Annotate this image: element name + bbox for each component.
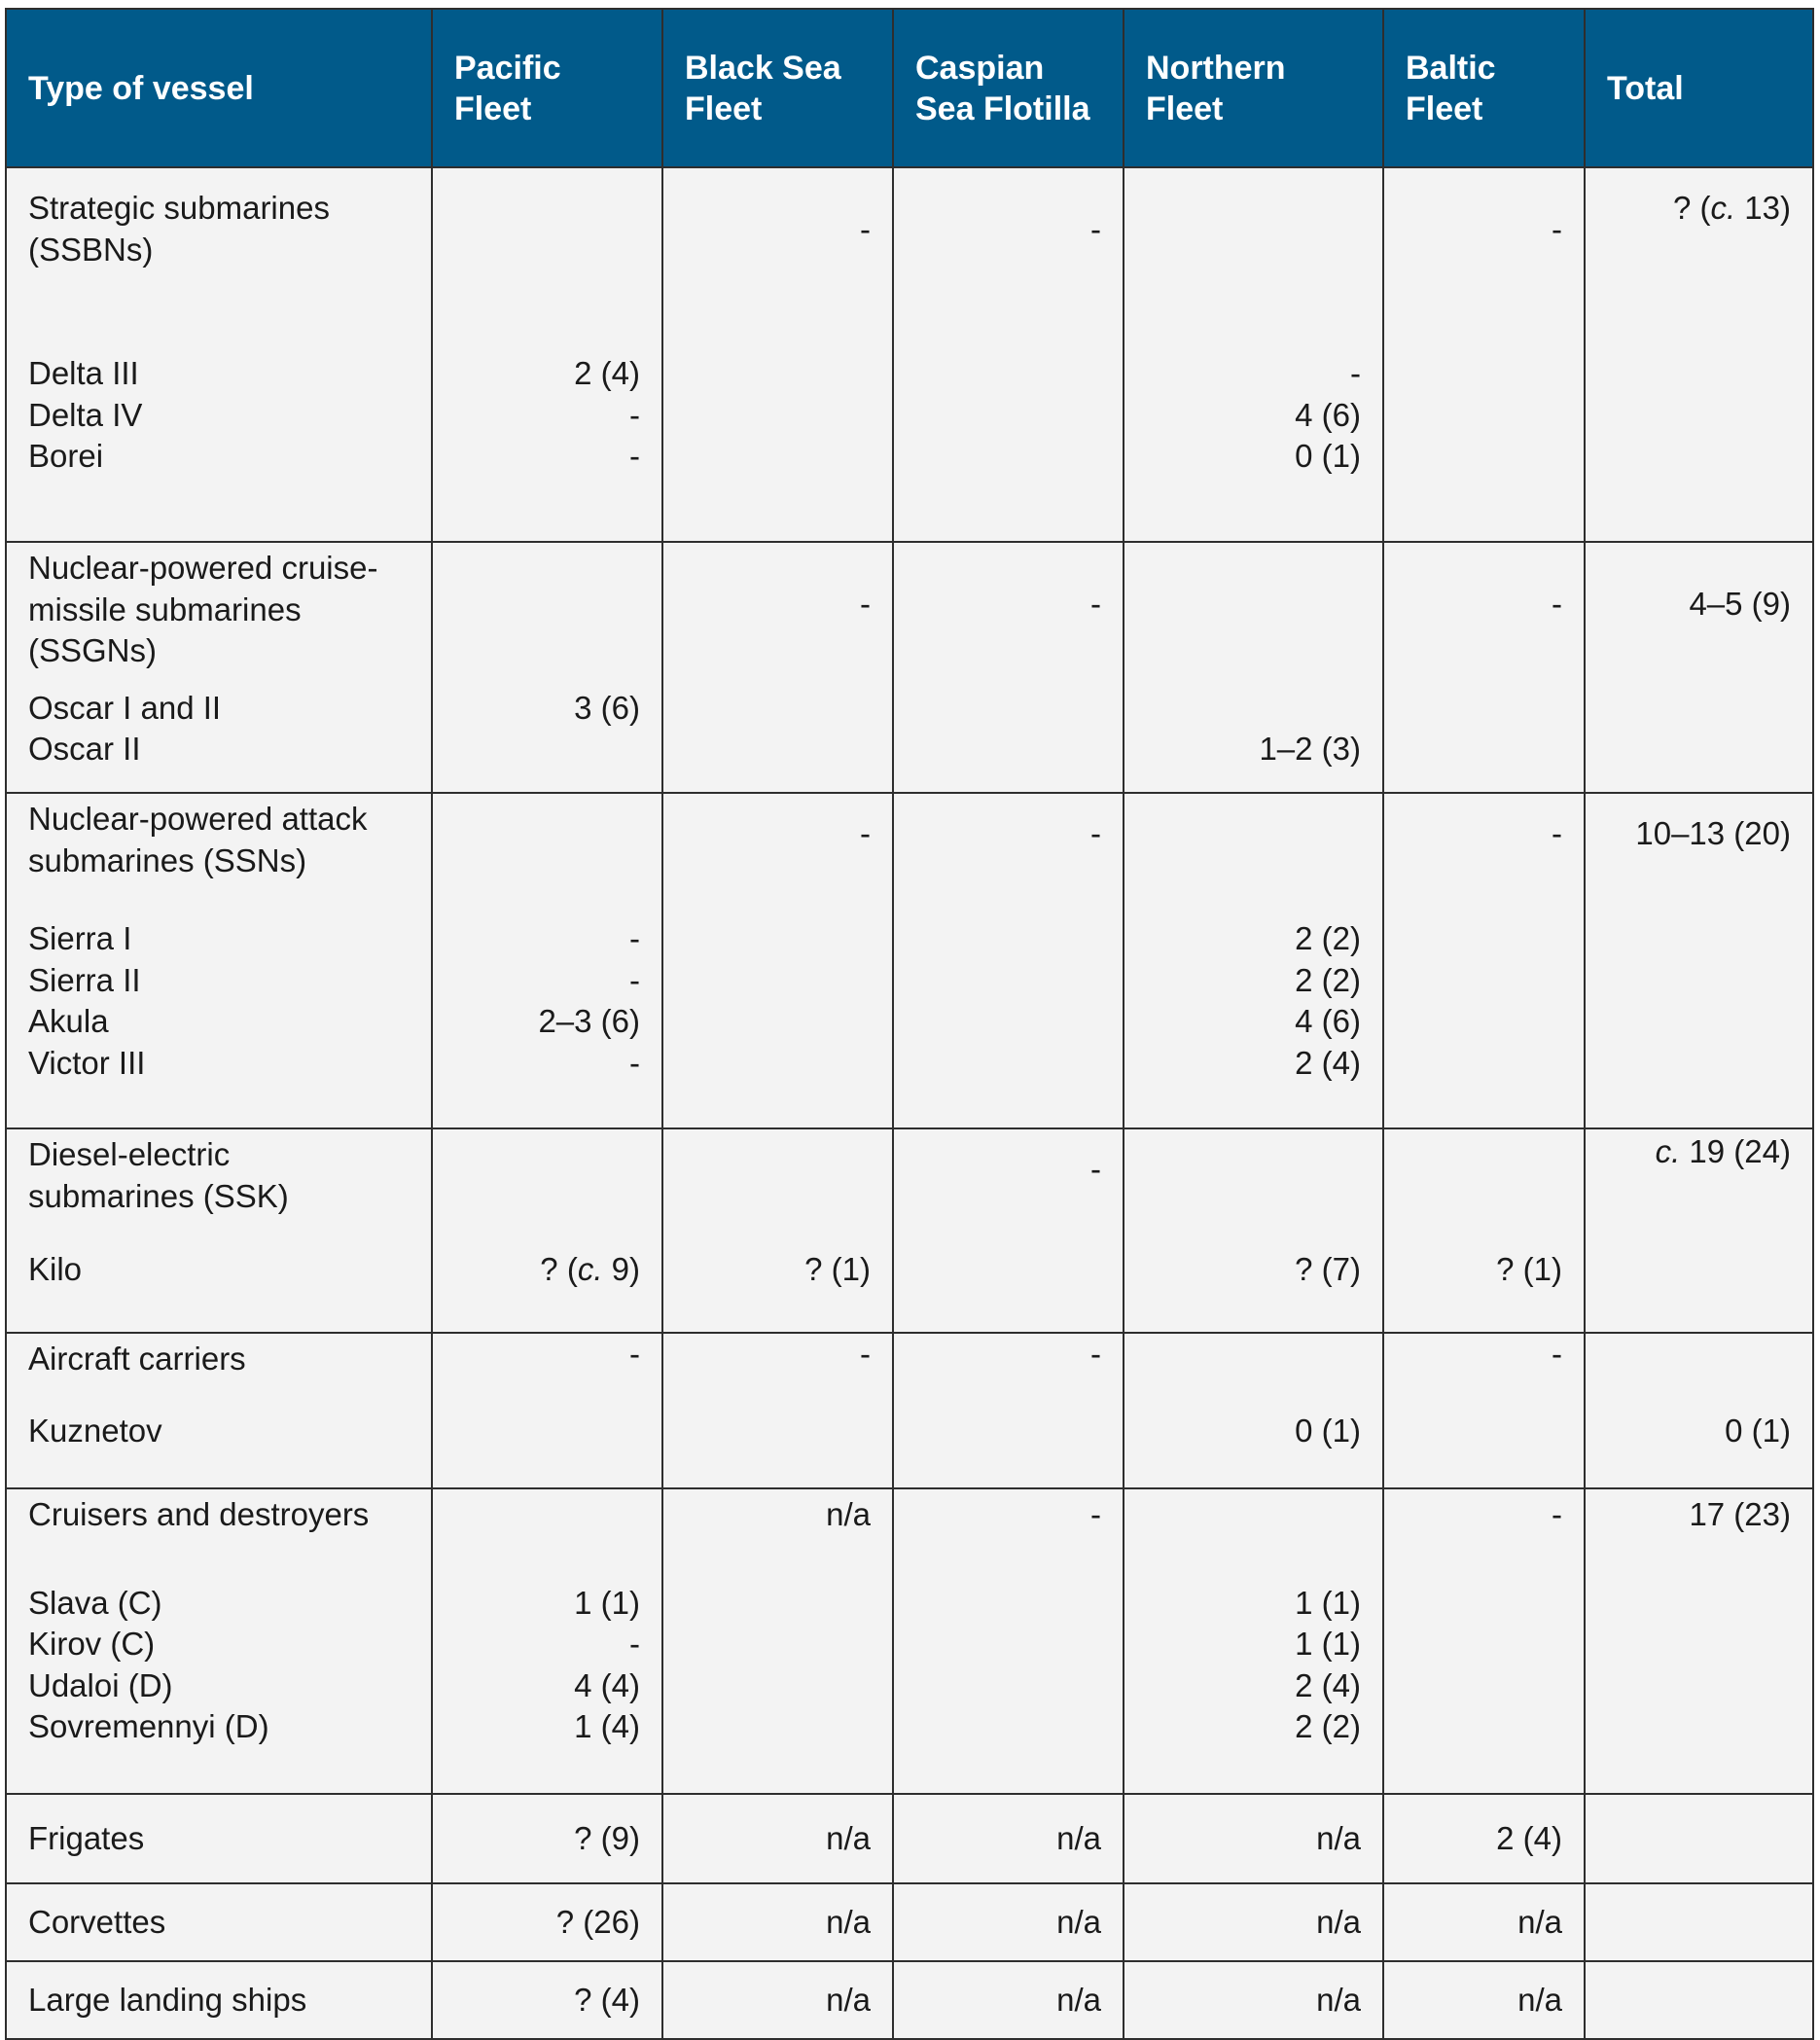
- cell-value: -: [629, 961, 640, 998]
- cell-pacific: [432, 167, 662, 542]
- cell-value: 17 (23): [1689, 1496, 1791, 1532]
- section-label: (SSBNs): [28, 231, 154, 268]
- naval-vessels-table: [5, 8, 1814, 2040]
- cell-black-sea: n/a: [662, 1794, 893, 1883]
- cell-value: -: [629, 1626, 640, 1662]
- cell-value: -: [1090, 815, 1101, 851]
- cell-northern: [1124, 1128, 1383, 1333]
- cell-baltic: [1383, 793, 1585, 1128]
- cell-value: 2 (2): [1295, 961, 1361, 998]
- cell-baltic: [1383, 167, 1585, 542]
- cell-northern: [1124, 167, 1383, 542]
- cell-value: -: [1090, 586, 1101, 622]
- cell-value: 2–3 (6): [538, 1003, 640, 1039]
- item-label: Udaloi (D): [28, 1666, 173, 1703]
- cell-value: 1 (1): [574, 1584, 640, 1621]
- cell-baltic: [1383, 1128, 1585, 1333]
- cell-northern: n/a: [1124, 1794, 1383, 1883]
- cell-value: n/a: [826, 1496, 871, 1532]
- row-label: Large landing ships: [6, 1961, 432, 2039]
- section-label: missile submarines: [28, 591, 302, 627]
- header-type-of-vessel: Type of vessel: [6, 9, 432, 167]
- item-label: Delta III: [28, 355, 139, 391]
- header-baltic-fleet: Baltic Fleet: [1383, 9, 1585, 167]
- cell-value: -: [1090, 1336, 1101, 1372]
- cell-value: 2 (4): [1295, 1044, 1361, 1081]
- item-label: Kirov (C): [28, 1626, 156, 1662]
- cell-value: 0 (1): [1295, 1412, 1361, 1449]
- row-label: [6, 793, 432, 1128]
- cell-value: -: [629, 1336, 640, 1372]
- section-row-ssgn: [6, 542, 1813, 793]
- item-label: Sierra II: [28, 961, 141, 998]
- cell-value: 4–5 (9): [1689, 586, 1791, 622]
- cell-northern: [1124, 793, 1383, 1128]
- cell-caspian: [893, 167, 1124, 542]
- row-label: [6, 542, 432, 793]
- cell-total: [1585, 1961, 1813, 2039]
- cell-value: 4 (6): [1295, 1003, 1361, 1039]
- item-label: Oscar I and II: [28, 689, 222, 726]
- cell-value: -: [860, 586, 871, 622]
- header-total: Total: [1585, 9, 1813, 167]
- row-label: [6, 1333, 432, 1488]
- cell-value: 1–2 (3): [1259, 731, 1361, 767]
- section-row-cruisers-destroyers: [6, 1488, 1813, 1794]
- cell-baltic: [1383, 1488, 1585, 1794]
- cell-value: 2 (2): [1295, 1708, 1361, 1744]
- header-northern-fleet: Northern Fleet: [1124, 9, 1383, 167]
- cell-caspian: n/a: [893, 1794, 1124, 1883]
- section-label: Diesel-electric: [28, 1136, 231, 1172]
- header-row: [6, 9, 1813, 167]
- cell-value: 10–13 (20): [1635, 815, 1791, 851]
- cell-value: c. 19 (24): [1655, 1133, 1791, 1169]
- section-row-ssn: [6, 793, 1813, 1128]
- cell-baltic: 2 (4): [1383, 1794, 1585, 1883]
- section-row-ssbn: [6, 167, 1813, 542]
- item-label: Oscar II: [28, 731, 141, 767]
- cell-baltic: n/a: [1383, 1883, 1585, 1961]
- cell-value: 2 (2): [1295, 920, 1361, 956]
- row-label: Corvettes: [6, 1883, 432, 1961]
- cell-northern: [1124, 1488, 1383, 1794]
- item-label: Victor III: [28, 1044, 146, 1081]
- section-row-carriers: [6, 1333, 1813, 1488]
- cell-black-sea: [662, 542, 893, 793]
- section-label: Cruisers and destroyers: [28, 1496, 370, 1532]
- row-large-landing-ships: [6, 1961, 1813, 2039]
- cell-value: -: [629, 1044, 640, 1081]
- cell-caspian: [893, 542, 1124, 793]
- cell-value: -: [1350, 355, 1361, 391]
- cell-value: -: [629, 396, 640, 433]
- cell-black-sea: [662, 1488, 893, 1794]
- cell-baltic: n/a: [1383, 1961, 1585, 2039]
- cell-value: 0 (1): [1295, 438, 1361, 474]
- item-label: Slava (C): [28, 1584, 162, 1621]
- header-black-sea-fleet: Black Sea Fleet: [662, 9, 893, 167]
- section-label: Aircraft carriers: [28, 1341, 246, 1377]
- cell-value: ? (c. 9): [540, 1251, 640, 1287]
- row-label: Frigates: [6, 1794, 432, 1883]
- cell-total: [1585, 542, 1813, 793]
- cell-total: [1585, 1883, 1813, 1961]
- section-label: Nuclear-powered cruise-: [28, 550, 378, 586]
- cell-black-sea: n/a: [662, 1883, 893, 1961]
- cell-value: -: [1552, 586, 1562, 622]
- cell-baltic: [1383, 542, 1585, 793]
- cell-total: [1585, 167, 1813, 542]
- cell-black-sea: [662, 1128, 893, 1333]
- cell-value: -: [1552, 1336, 1562, 1372]
- cell-pacific: [432, 1333, 662, 1488]
- section-label: Strategic submarines: [28, 190, 330, 226]
- item-label: Delta IV: [28, 396, 143, 433]
- cell-black-sea: [662, 1333, 893, 1488]
- cell-pacific: [432, 793, 662, 1128]
- cell-northern: [1124, 542, 1383, 793]
- cell-pacific: [432, 542, 662, 793]
- cell-value: -: [860, 1336, 871, 1372]
- cell-value: 2 (4): [574, 355, 640, 391]
- cell-caspian: [893, 1488, 1124, 1794]
- section-label: (SSGNs): [28, 632, 157, 668]
- row-corvettes: [6, 1883, 1813, 1961]
- section-label: submarines (SSK): [28, 1177, 289, 1214]
- section-row-ssk: [6, 1128, 1813, 1333]
- cell-value: ? (1): [804, 1251, 871, 1287]
- cell-value: 1 (4): [574, 1708, 640, 1744]
- cell-caspian: [893, 1333, 1124, 1488]
- cell-northern: n/a: [1124, 1961, 1383, 2039]
- row-label: [6, 1488, 432, 1794]
- cell-northern: [1124, 1333, 1383, 1488]
- header-caspian-sea-flotilla: Caspian Sea Flotilla: [893, 9, 1124, 167]
- cell-value: ? (7): [1295, 1251, 1361, 1287]
- cell-caspian: n/a: [893, 1883, 1124, 1961]
- cell-pacific: ? (26): [432, 1883, 662, 1961]
- cell-value: 2 (4): [1295, 1666, 1361, 1703]
- item-label: Kilo: [28, 1251, 83, 1287]
- cell-value: -: [629, 920, 640, 956]
- cell-baltic: [1383, 1333, 1585, 1488]
- cell-pacific: [432, 1128, 662, 1333]
- cell-total: [1585, 1333, 1813, 1488]
- cell-value: -: [860, 815, 871, 851]
- cell-northern: n/a: [1124, 1883, 1383, 1961]
- cell-black-sea: n/a: [662, 1961, 893, 2039]
- cell-value: 1 (1): [1295, 1626, 1361, 1662]
- row-frigates: [6, 1794, 1813, 1883]
- header-pacific-fleet: Pacific Fleet: [432, 9, 662, 167]
- cell-pacific: ? (4): [432, 1961, 662, 2039]
- cell-value: ? (c. 13): [1672, 190, 1791, 226]
- cell-value: -: [1552, 815, 1562, 851]
- section-label: Nuclear-powered attack: [28, 801, 368, 837]
- cell-value: ? (1): [1496, 1251, 1562, 1287]
- cell-caspian: [893, 793, 1124, 1128]
- cell-value: 3 (6): [574, 689, 640, 726]
- cell-total: [1585, 793, 1813, 1128]
- item-label: Akula: [28, 1003, 109, 1039]
- section-label: submarines (SSNs): [28, 841, 307, 878]
- cell-value: -: [1090, 1151, 1101, 1187]
- cell-value: 1 (1): [1295, 1584, 1361, 1621]
- cell-total: [1585, 1128, 1813, 1333]
- cell-value: -: [629, 438, 640, 474]
- cell-value: 4 (6): [1295, 396, 1361, 433]
- cell-value: -: [1552, 1496, 1562, 1532]
- cell-pacific: ? (9): [432, 1794, 662, 1883]
- cell-total: [1585, 1488, 1813, 1794]
- row-label: [6, 167, 432, 542]
- item-label: Borei: [28, 438, 104, 474]
- cell-black-sea: [662, 793, 893, 1128]
- cell-black-sea: [662, 167, 893, 542]
- cell-caspian: n/a: [893, 1961, 1124, 2039]
- row-label: [6, 1128, 432, 1333]
- cell-total: [1585, 1794, 1813, 1883]
- cell-value: 0 (1): [1725, 1412, 1791, 1449]
- cell-value: 4 (4): [574, 1666, 640, 1703]
- cell-value: -: [860, 211, 871, 247]
- item-label: Sovremennyi (D): [28, 1708, 269, 1744]
- cell-value: -: [1090, 211, 1101, 247]
- cell-value: -: [1090, 1496, 1101, 1532]
- item-label: Kuznetov: [28, 1412, 162, 1449]
- cell-caspian: [893, 1128, 1124, 1333]
- item-label: Sierra I: [28, 920, 132, 956]
- cell-value: -: [1552, 211, 1562, 247]
- cell-pacific: [432, 1488, 662, 1794]
